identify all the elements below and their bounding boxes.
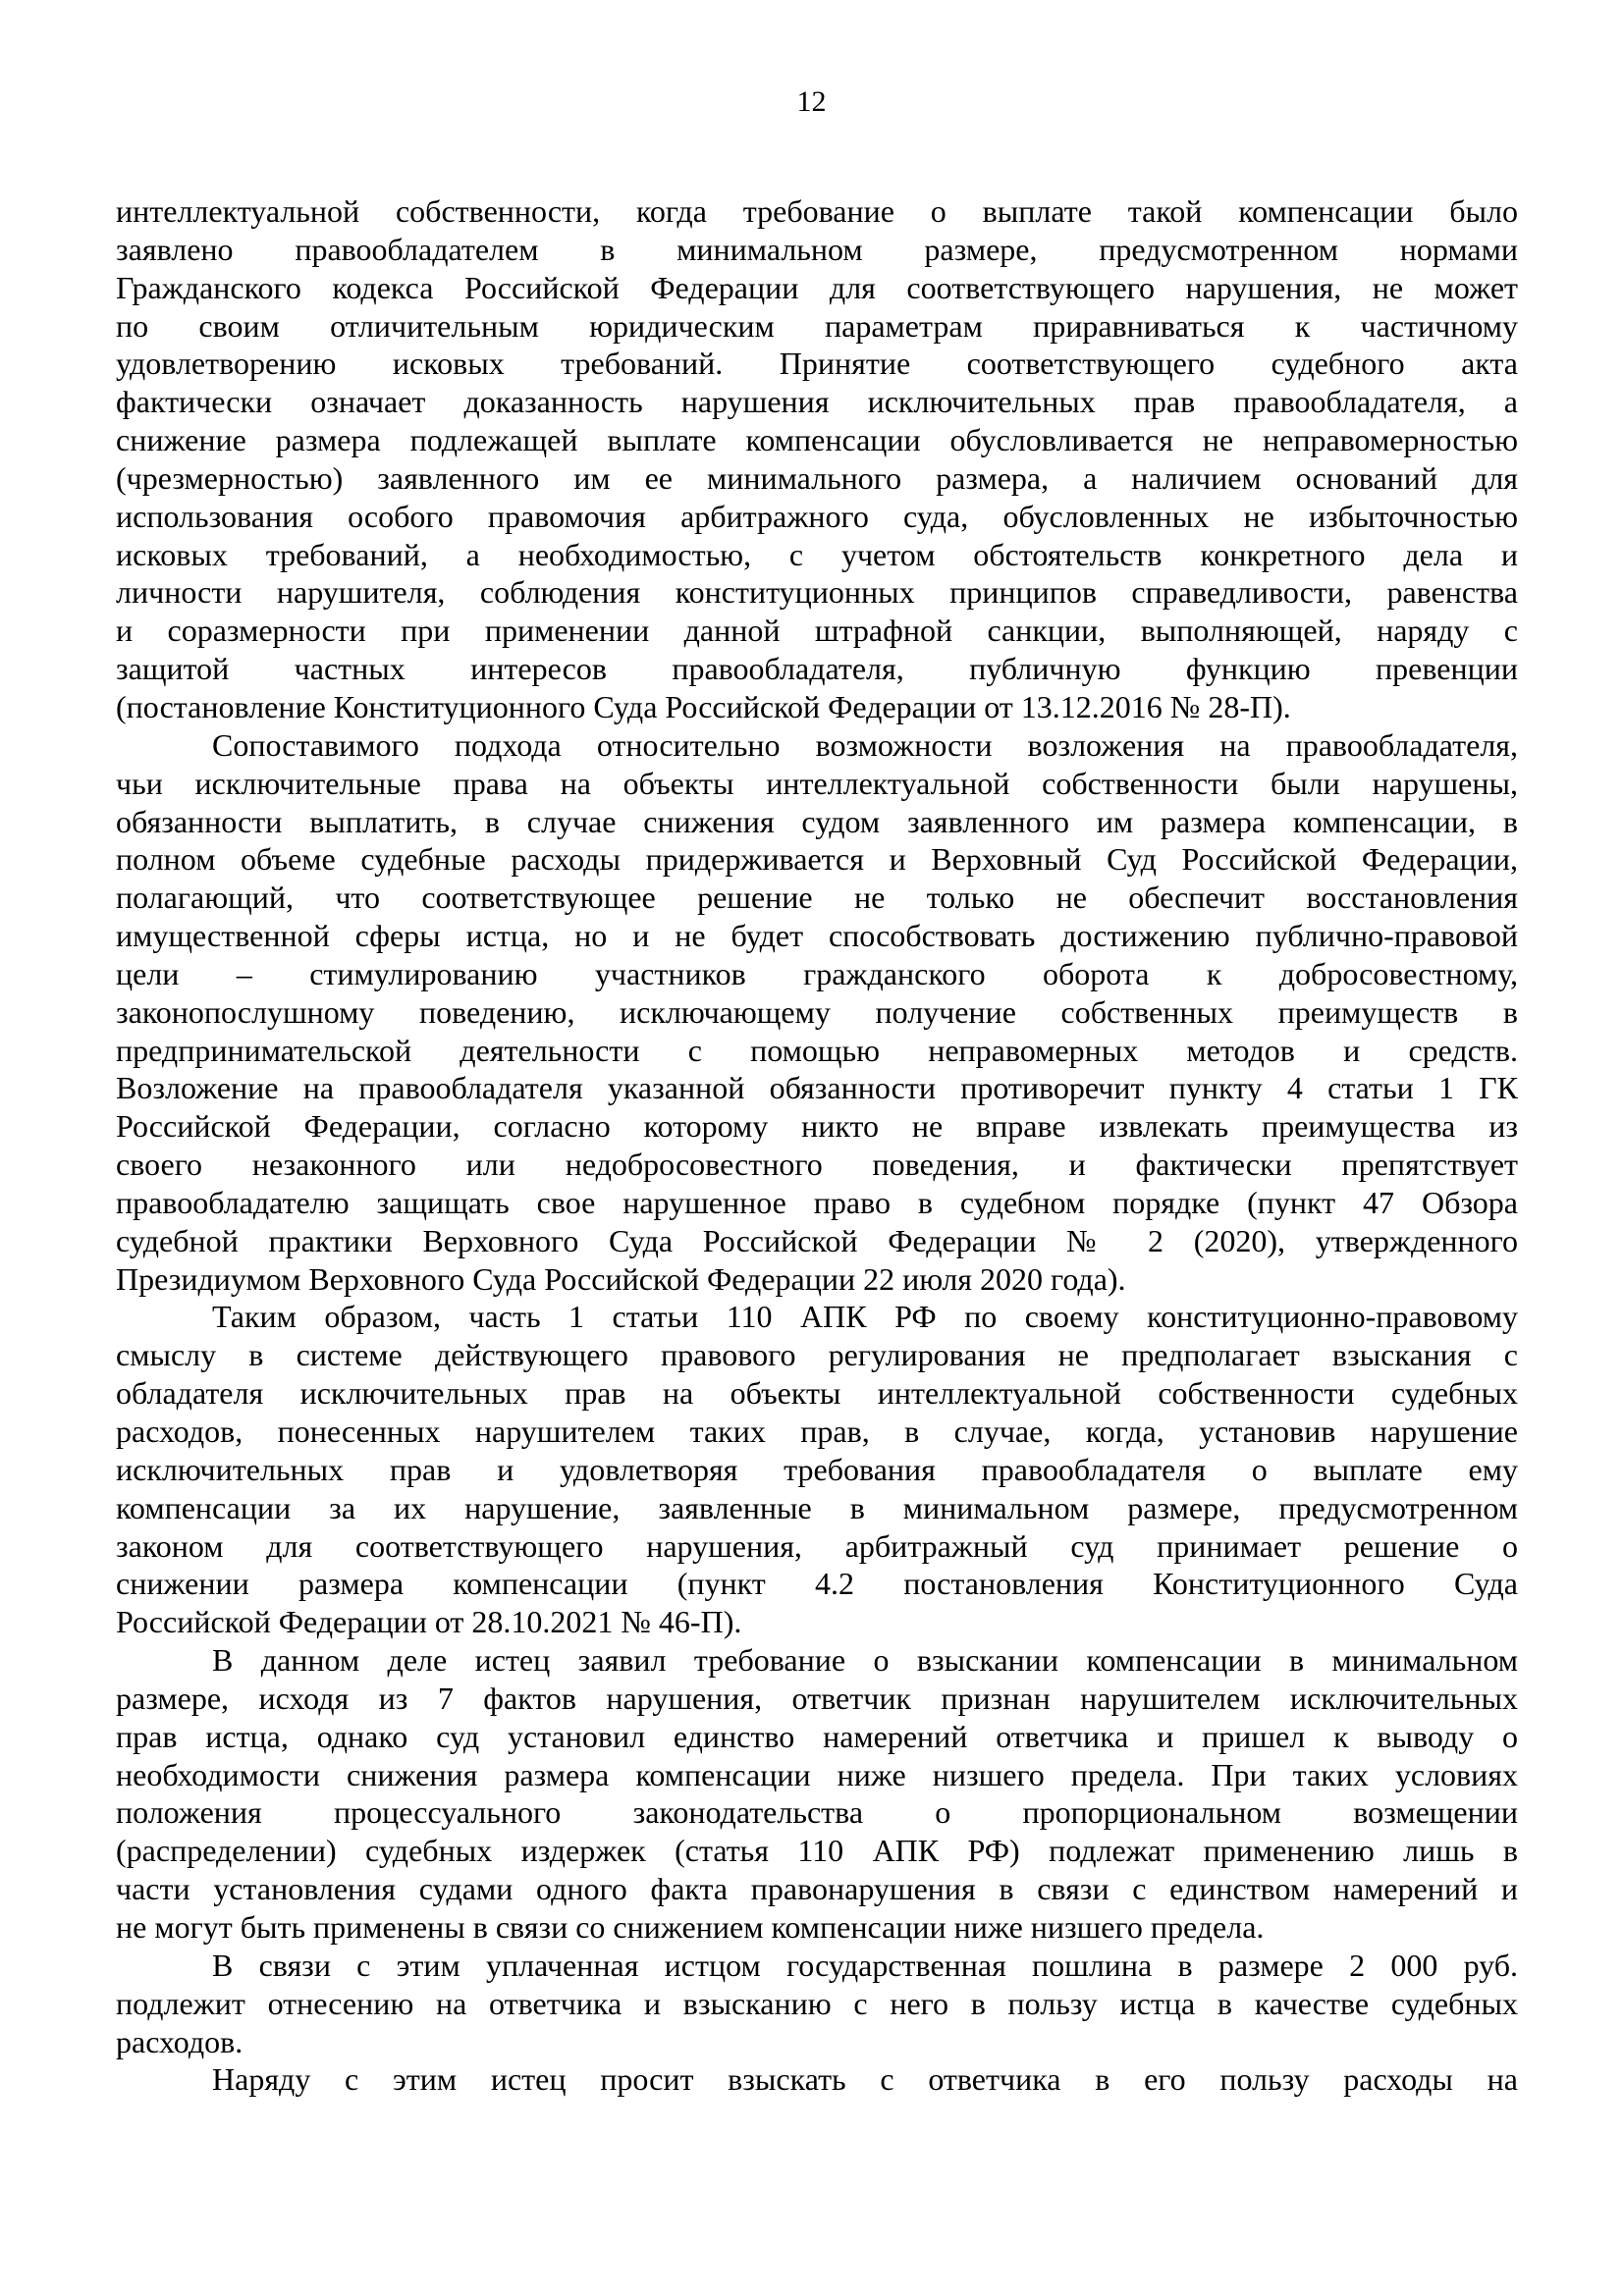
text-line: исковых требований, а необходимостью, с учетом обстоятельств конкретного дела и bbox=[116, 536, 1518, 572]
text-line: своего незаконного или недобросовестного поведения, и фактически препятствует bbox=[116, 1147, 1518, 1183]
text-line: исключительных прав и удовлетворяя требования правообладателя о выплате ему bbox=[116, 1451, 1518, 1487]
text-line: компенсации за их нарушение, заявленные в минимальном размере, предусмотренном bbox=[116, 1489, 1518, 1525]
page-number: 12 bbox=[796, 85, 827, 118]
paragraph bbox=[116, 1641, 1518, 1947]
text-line: (постановление Конституционного Суда Российской Федерации от 13.12.2016 № 28-П). bbox=[116, 688, 1291, 724]
text-line: (распределении) судебных издержек (статья 110 АПК РФ) подлежат применению лишь в bbox=[116, 1833, 1518, 1869]
paragraph bbox=[116, 1947, 1518, 2061]
paragraph bbox=[116, 726, 1518, 1299]
paragraph bbox=[116, 192, 1518, 726]
text-line: чьи исключительные права на объекты интеллектуальной собственности были нарушены, bbox=[116, 765, 1518, 801]
text-line: фактически означает доказанность нарушения исключительных прав правообладателя, а bbox=[116, 384, 1518, 420]
text-line: смыслу в системе действующего правового регулирования не предполагает взыскания с bbox=[116, 1337, 1518, 1373]
text-line: предпринимательской деятельности с помощью неправомерных методов и средств. bbox=[116, 1032, 1518, 1068]
text-line: снижении размера компенсации (пункт 4.2 постановления Конституционного Суда bbox=[116, 1566, 1518, 1602]
text-line: не могут быть применены в связи со снижением компенсации ниже низшего предела. bbox=[116, 1908, 1265, 1945]
text-line: Наряду с этим истец просит взыскать с ответчика в его пользу расходы на bbox=[212, 2061, 1518, 2098]
text-line: В данном деле истец заявил требование о взыскании компенсации в минимальном bbox=[212, 1642, 1518, 1679]
paragraph bbox=[116, 1298, 1518, 1641]
text-line: В связи с этим уплаченная истцом государственная пошлина в размере 2 000 руб. bbox=[212, 1947, 1518, 1983]
text-line: (чрезмерностью) заявленного им ее минимального размера, а наличием оснований для bbox=[116, 459, 1518, 496]
text-line: положения процессуального законодательства о пропорциональном возмещении bbox=[116, 1794, 1518, 1831]
text-line: законопослушному поведению, исключающему получение собственных преимуществ в bbox=[116, 993, 1518, 1030]
text-line: защитой частных интересов правообладателя, публичную функцию превенции bbox=[116, 651, 1518, 687]
text-line: законом для соответствующего нарушения, арбитражный суд принимает решение о bbox=[116, 1527, 1518, 1564]
text-line: цели – стимулированию участников гражданского оборота к добросовестному, bbox=[116, 955, 1518, 991]
paragraph bbox=[116, 2060, 1518, 2099]
text-line: удовлетворению исковых требований. Принятие соответствующего судебного акта bbox=[116, 346, 1518, 382]
text-line: интеллектуальной собственности, когда требование о выплате такой компенсации было bbox=[116, 193, 1518, 229]
text-line: и соразмерности при применении данной штрафной санкции, выполняющей, наряду с bbox=[116, 613, 1518, 649]
text-line: части установления судами одного факта правонарушения в связи с единством намерений и bbox=[116, 1871, 1518, 1907]
text-line: Возложение на правообладателя указанной обязанности противоречит пункту 4 статьи 1 ГК bbox=[116, 1070, 1518, 1106]
text-line: личности нарушителя, соблюдения конституционных принципов справедливости, равенства bbox=[116, 574, 1518, 611]
text-line: использования особого правомочия арбитражного суда, обусловленных не избыточностью bbox=[116, 498, 1518, 534]
text-line: необходимости снижения размера компенсации ниже низшего предела. При таких условиях bbox=[116, 1756, 1518, 1792]
text-line: Президиумом Верховного Суда Российской Федерации 22 июля 2020 года). bbox=[116, 1260, 1126, 1297]
text-line: подлежит отнесению на ответчика и взысканию с него в пользу истца в качестве судебных bbox=[116, 1985, 1518, 2021]
text-line: размере, исходя из 7 фактов нарушения, ответчик признан нарушителем исключительных bbox=[116, 1680, 1518, 1716]
text-line: прав истца, однако суд установил единство намерений ответчика и пришел к выводу о bbox=[116, 1718, 1518, 1754]
text-line: по своим отличительным юридическим параметрам приравниваться к частичному bbox=[116, 307, 1518, 344]
text-line: судебной практики Верховного Суда Российской Федерации № 2 (2020), утвержденного bbox=[116, 1222, 1518, 1258]
text-line: правообладателю защищать свое нарушенное право в судебном порядке (пункт 47 Обзора bbox=[116, 1184, 1518, 1220]
text-line: расходов. bbox=[116, 2023, 243, 2059]
text-line: Российской Федерации, согласно которому никто не вправе извлекать преимущества из bbox=[116, 1108, 1518, 1145]
text-line: обладателя исключительных прав на объекты интеллектуальной собственности судебных bbox=[116, 1375, 1518, 1412]
text-line: Сопоставимого подхода относительно возможности возложения на правообладателя, bbox=[212, 726, 1518, 763]
text-line: Российской Федерации от 28.10.2021 № 46-П). bbox=[116, 1604, 742, 1640]
text-line: снижение размера подлежащей выплате компенсации обусловливается не неправомерностью bbox=[116, 422, 1518, 458]
text-line: Гражданского кодекса Российской Федерации для соответствующего нарушения, не может bbox=[116, 269, 1518, 305]
text-line: Таким образом, часть 1 статьи 110 АПК РФ по своему конституционно-правовому bbox=[212, 1299, 1518, 1335]
text-line: полагающий, что соответствующее решение не только не обеспечит восстановления bbox=[116, 880, 1518, 916]
text-line: расходов, понесенных нарушителем таких прав, в случае, когда, установив нарушение bbox=[116, 1414, 1518, 1449]
text-line: полном объеме судебные расходы придерживается и Верховный Суд Российской Федерации, bbox=[116, 841, 1518, 878]
text-line: обязанности выплатить, в случае снижения судом заявленного им размера компенсации, в bbox=[116, 803, 1518, 839]
text-line: заявлено правообладателем в минимальном размере, предусмотренном нормами bbox=[116, 231, 1518, 267]
text-line: имущественной сферы истца, но и не будет способствовать достижению публично-правовой bbox=[116, 918, 1518, 954]
text-body bbox=[116, 192, 1518, 2099]
